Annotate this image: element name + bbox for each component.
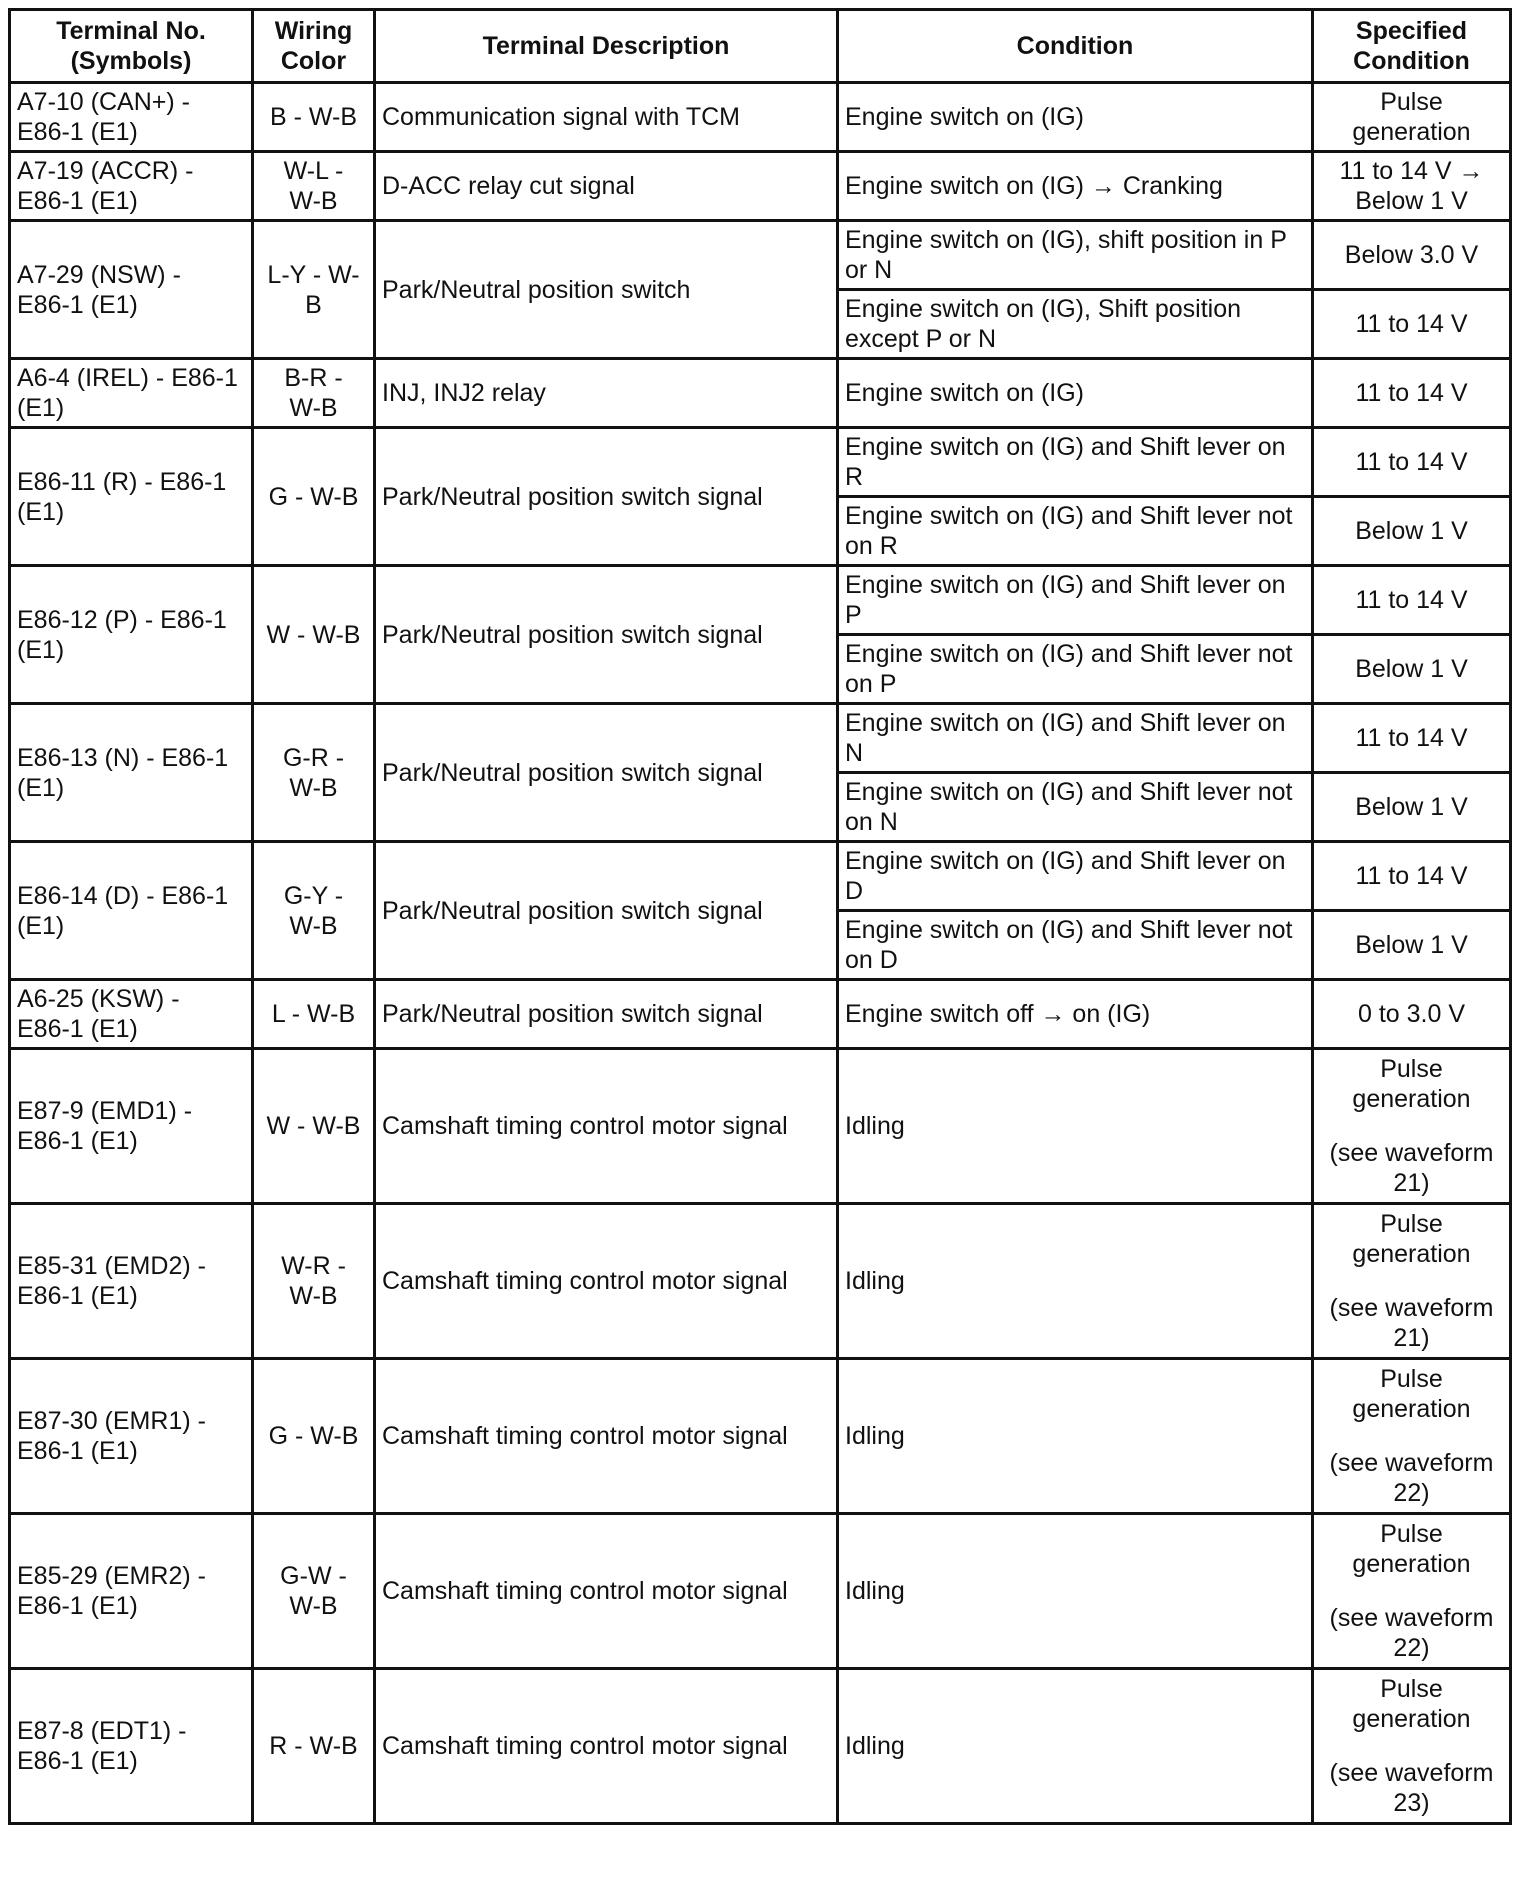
wiring-color-cell: L - W-B	[253, 980, 375, 1049]
table-row	[10, 1204, 1511, 1359]
condition-cell: Engine switch on (IG)	[838, 359, 1313, 428]
description-cell: Park/Neutral position switch	[375, 221, 838, 359]
spacer	[1320, 1579, 1503, 1603]
specified-value: Pulse generation	[1352, 1210, 1471, 1268]
wiring-color-cell: G-R - W-B	[253, 704, 375, 842]
waveform-reference: (see waveform 21)	[1329, 1139, 1494, 1197]
table-header	[10, 10, 1511, 83]
spacer	[1320, 1734, 1503, 1758]
table-row	[10, 566, 1511, 635]
terminal-table-container	[8, 8, 1512, 1825]
specified-condition-cell	[1313, 83, 1511, 152]
specified-value: Below 1 V	[1355, 931, 1468, 959]
specified-value: 11 to 14 V	[1355, 379, 1468, 407]
specified-condition-cell	[1313, 704, 1511, 773]
description-cell: Camshaft timing control motor signal	[375, 1514, 838, 1669]
specified-condition-cell	[1313, 911, 1511, 980]
wiring-color-cell: G-W - W-B	[253, 1514, 375, 1669]
description-cell: Park/Neutral position switch signal	[375, 566, 838, 704]
wiring-color-cell: W-L - W-B	[253, 152, 375, 221]
spacer	[1320, 1114, 1503, 1138]
wiring-color-cell: L-Y - W-B	[253, 221, 375, 359]
condition-cell: Engine switch on (IG) and Shift lever on N	[838, 704, 1313, 773]
description-cell: D-ACC relay cut signal	[375, 152, 838, 221]
header-row	[10, 10, 1511, 83]
terminal-cell: E85-31 (EMD2) - E86-1 (E1)	[10, 1204, 253, 1359]
specified-value: Pulse generation	[1352, 1055, 1471, 1113]
specified-condition-cell	[1313, 359, 1511, 428]
condition-cell: Engine switch on (IG) and Shift lever not on P	[838, 635, 1313, 704]
condition-cell: Engine switch on (IG)	[838, 83, 1313, 152]
condition-cell: Idling	[838, 1049, 1313, 1204]
condition-cell: Engine switch on (IG) and Shift lever not on D	[838, 911, 1313, 980]
description-cell: Park/Neutral position switch signal	[375, 842, 838, 980]
specified-value: Pulse generation	[1352, 1365, 1471, 1423]
condition-cell: Engine switch on (IG) and Shift lever on P	[838, 566, 1313, 635]
condition-cell: Engine switch on (IG) → Cranking	[838, 152, 1313, 221]
terminal-cell: E86-13 (N) - E86-1 (E1)	[10, 704, 253, 842]
table-row	[10, 152, 1511, 221]
spacer	[1320, 1269, 1503, 1293]
description-cell: Camshaft timing control motor signal	[375, 1049, 838, 1204]
header-wiring-color: Wiring Color	[253, 10, 375, 83]
terminal-cell: A6-4 (IREL) - E86-1 (E1)	[10, 359, 253, 428]
description-cell: Park/Neutral position switch signal	[375, 980, 838, 1049]
table-row	[10, 842, 1511, 911]
specified-value: Below 1 V	[1355, 517, 1468, 545]
wiring-color-cell: W - W-B	[253, 566, 375, 704]
terminal-cell: E86-12 (P) - E86-1 (E1)	[10, 566, 253, 704]
description-cell: Camshaft timing control motor signal	[375, 1204, 838, 1359]
specified-condition-cell	[1313, 1204, 1511, 1359]
terminal-cell: E87-9 (EMD1) - E86-1 (E1)	[10, 1049, 253, 1204]
table-body	[10, 83, 1511, 1824]
condition-cell: Engine switch off → on (IG)	[838, 980, 1313, 1049]
specified-condition-cell	[1313, 221, 1511, 290]
specified-condition-cell	[1313, 152, 1511, 221]
table-row	[10, 1359, 1511, 1514]
table-row	[10, 221, 1511, 290]
header-condition: Condition	[838, 10, 1313, 83]
specified-value: Below 1 V	[1355, 655, 1468, 683]
condition-cell: Engine switch on (IG) and Shift lever on R	[838, 428, 1313, 497]
specified-value: 11 to 14 V	[1355, 862, 1468, 890]
specified-condition-cell	[1313, 428, 1511, 497]
table-row	[10, 1669, 1511, 1824]
description-cell: Communication signal with TCM	[375, 83, 838, 152]
wiring-color-cell: G - W-B	[253, 428, 375, 566]
wiring-color-cell: B-R - W-B	[253, 359, 375, 428]
wiring-color-cell: B - W-B	[253, 83, 375, 152]
specified-condition-cell	[1313, 1669, 1511, 1824]
terminal-cell: E85-29 (EMR2) - E86-1 (E1)	[10, 1514, 253, 1669]
terminal-cell: A6-25 (KSW) - E86-1 (E1)	[10, 980, 253, 1049]
condition-cell: Engine switch on (IG), shift position in P or N	[838, 221, 1313, 290]
specified-condition-cell	[1313, 497, 1511, 566]
table-row	[10, 83, 1511, 152]
condition-cell: Engine switch on (IG) and Shift lever on D	[838, 842, 1313, 911]
waveform-reference: (see waveform 23)	[1329, 1759, 1494, 1817]
specified-value: 11 to 14 V	[1355, 448, 1468, 476]
specified-condition-cell	[1313, 980, 1511, 1049]
condition-cell: Engine switch on (IG), Shift position except P or N	[838, 290, 1313, 359]
wiring-color-cell: G - W-B	[253, 1359, 375, 1514]
description-cell: Camshaft timing control motor signal	[375, 1669, 838, 1824]
terminal-cell: A7-10 (CAN+) - E86-1 (E1)	[10, 83, 253, 152]
specified-condition-cell	[1313, 842, 1511, 911]
header-terminal-description: Terminal Description	[375, 10, 838, 83]
table-row	[10, 1049, 1511, 1204]
condition-cell: Engine switch on (IG) and Shift lever not on R	[838, 497, 1313, 566]
terminal-cell: A7-29 (NSW) - E86-1 (E1)	[10, 221, 253, 359]
condition-cell: Idling	[838, 1204, 1313, 1359]
spacer	[1320, 1424, 1503, 1448]
terminal-cell: E87-8 (EDT1) - E86-1 (E1)	[10, 1669, 253, 1824]
specified-value: Pulse generation	[1352, 1520, 1471, 1578]
table-row	[10, 359, 1511, 428]
specified-value: Pulse generation	[1352, 1675, 1471, 1733]
specified-condition-cell	[1313, 566, 1511, 635]
specified-value: Below 3.0 V	[1344, 241, 1479, 269]
specified-condition-cell	[1313, 1514, 1511, 1669]
terminal-cell: E86-14 (D) - E86-1 (E1)	[10, 842, 253, 980]
terminal-cell: E87-30 (EMR1) - E86-1 (E1)	[10, 1359, 253, 1514]
specified-condition-cell	[1313, 1359, 1511, 1514]
wiring-color-cell: R - W-B	[253, 1669, 375, 1824]
specified-value: 11 to 14 V	[1355, 586, 1468, 614]
description-cell: INJ, INJ2 relay	[375, 359, 838, 428]
wiring-color-cell: W-R - W-B	[253, 1204, 375, 1359]
condition-cell: Idling	[838, 1669, 1313, 1824]
table-row	[10, 704, 1511, 773]
specified-condition-cell	[1313, 635, 1511, 704]
waveform-reference: (see waveform 22)	[1329, 1449, 1494, 1507]
specified-value: Pulse generation	[1352, 88, 1471, 146]
specified-value: 11 to 14 V	[1355, 724, 1468, 752]
specified-value: Below 1 V	[1355, 793, 1468, 821]
condition-cell: Idling	[838, 1514, 1313, 1669]
terminal-cell: A7-19 (ACCR) - E86-1 (E1)	[10, 152, 253, 221]
description-cell: Park/Neutral position switch signal	[375, 428, 838, 566]
specified-value: 0 to 3.0 V	[1357, 1000, 1466, 1028]
condition-cell: Engine switch on (IG) and Shift lever not on N	[838, 773, 1313, 842]
table-row	[10, 428, 1511, 497]
condition-cell: Idling	[838, 1359, 1313, 1514]
waveform-reference: (see waveform 21)	[1329, 1294, 1494, 1352]
specified-value: 11 to 14 V	[1355, 310, 1468, 338]
specified-condition-cell	[1313, 773, 1511, 842]
terminal-cell: E86-11 (R) - E86-1 (E1)	[10, 428, 253, 566]
table-row	[10, 1514, 1511, 1669]
table-row	[10, 980, 1511, 1049]
terminal-spec-table	[8, 8, 1512, 1825]
wiring-color-cell: G-Y - W-B	[253, 842, 375, 980]
description-cell: Park/Neutral position switch signal	[375, 704, 838, 842]
waveform-reference: (see waveform 22)	[1329, 1604, 1494, 1662]
description-cell: Camshaft timing control motor signal	[375, 1359, 838, 1514]
header-terminal: Terminal No. (Symbols)	[10, 10, 253, 83]
specified-condition-cell	[1313, 290, 1511, 359]
wiring-color-cell: W - W-B	[253, 1049, 375, 1204]
header-specified-condition: Specified Condition	[1313, 10, 1511, 83]
specified-condition-cell	[1313, 1049, 1511, 1204]
specified-value: 11 to 14 V → Below 1 V	[1339, 157, 1484, 215]
